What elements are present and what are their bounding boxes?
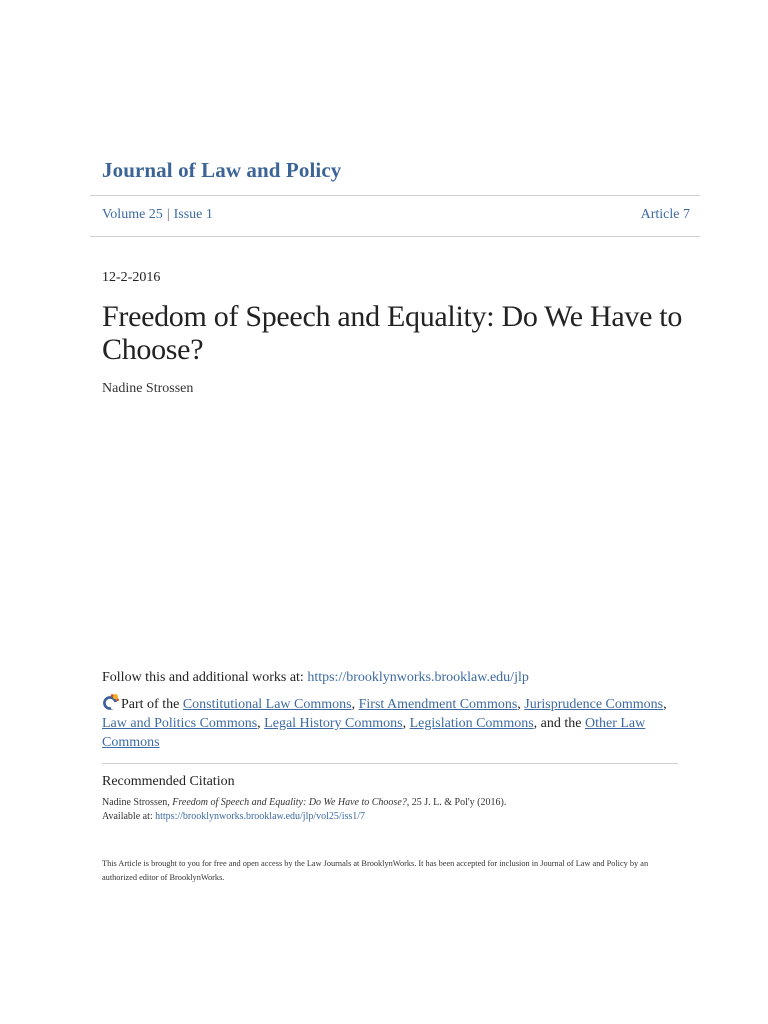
recommended-citation-heading: Recommended Citation	[102, 774, 235, 789]
article-number-link[interactable]: Article 7	[640, 207, 690, 222]
divider-mid	[90, 236, 700, 237]
volume-separator: |	[166, 207, 170, 222]
commons-separator: ,	[351, 697, 359, 712]
follow-label: Follow this and additional works at:	[102, 670, 308, 685]
commons-and-the: , and the	[533, 716, 585, 731]
divider-top	[90, 195, 700, 196]
citation-source: , 25 J. L. & Pol'y (2016).	[406, 797, 507, 808]
network-icon	[102, 693, 120, 711]
commons-separator: ,	[663, 697, 667, 712]
volume-issue-row	[102, 207, 690, 223]
journal-title[interactable]: Journal of Law and Policy	[102, 158, 342, 182]
commons-link-legislation[interactable]: Legislation Commons	[409, 716, 534, 731]
citation-url-link[interactable]: https://brooklynworks.brooklaw.edu/jlp/vol25/iss1/7	[155, 811, 366, 822]
commons-link-law-and-politics[interactable]: Law and Politics Commons	[102, 716, 258, 731]
commons-separator: ,	[257, 716, 265, 731]
commons-separator: ,	[517, 697, 525, 712]
follow-url-link[interactable]: https://brooklynworks.brooklaw.edu/jlp	[307, 670, 529, 685]
citation-available-label: Available at:	[102, 811, 156, 822]
citation-title: Freedom of Speech and Equality: Do We Have to Choose?	[172, 797, 407, 808]
publication-date: 12-2-2016	[102, 270, 161, 285]
divider-citation	[102, 763, 678, 764]
commons-link-first-amendment[interactable]: First Amendment Commons	[358, 697, 518, 712]
volume-link[interactable]: Volume 25	[102, 207, 163, 222]
commons-link-legal-history[interactable]: Legal History Commons	[264, 716, 403, 731]
commons-separator: ,	[402, 716, 410, 731]
open-access-notice: This Article is brought to you for free and open access by the Law Journals at BrooklynWorks. It has been accepted for inclusion in Journal of Law and Policy by an authorized editor of BrooklynWorks.	[102, 859, 649, 882]
commons-link-jurisprudence[interactable]: Jurisprudence Commons	[524, 697, 664, 712]
citation-available-line	[102, 810, 682, 824]
author-name: Nadine Strossen	[102, 381, 194, 396]
part-of-prefix: Part of the	[121, 697, 183, 712]
follow-line	[102, 670, 529, 686]
citation-author: Nadine Strossen,	[102, 797, 173, 808]
commons-link-other-law[interactable]: Other Law Commons	[102, 716, 646, 750]
commons-link-constitutional-law[interactable]: Constitutional Law Commons	[182, 697, 352, 712]
citation-line	[102, 796, 682, 810]
article-title: Freedom of Speech and Equality: Do We Have to Choose?	[102, 300, 683, 366]
recommended-citation-text	[102, 796, 682, 824]
part-of-commons	[102, 693, 672, 752]
issue-link[interactable]: Issue 1	[173, 207, 213, 222]
